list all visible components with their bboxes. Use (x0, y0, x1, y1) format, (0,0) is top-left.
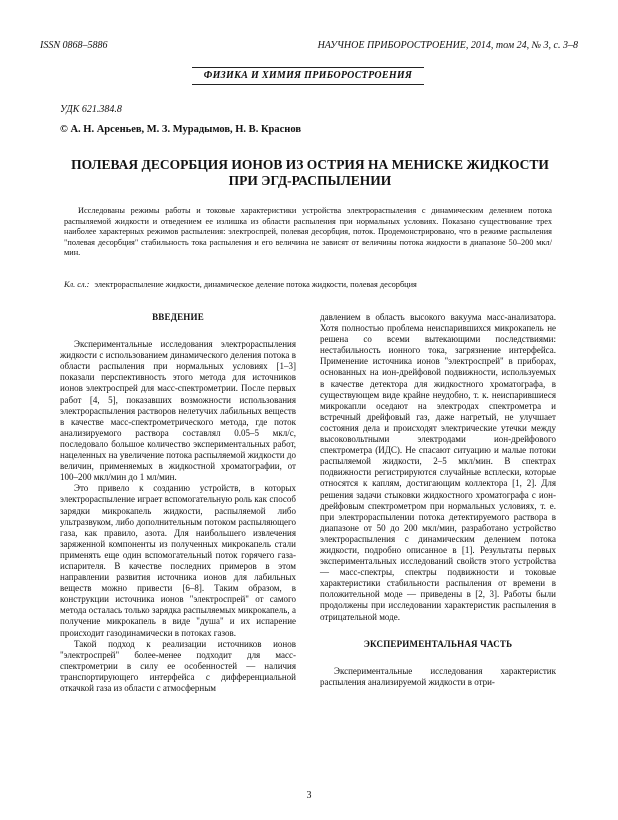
section-title: ФИЗИКА И ХИМИЯ ПРИБОРОСТРОЕНИЯ (203, 70, 413, 81)
udk-code: УДК 621.384.8 (60, 104, 122, 115)
introduction-heading: ВВЕДЕНИЕ (152, 312, 204, 322)
intro-continuation: давлением в область высокого вакуума масс-анализатора. Хотя полностью проблема неиспарившихся микрокапель не решена со всеми вытекающими последствиями: нестабильность ионного тока, загрязнение интерфейса. Применение источника ионов "электроспрей" в приборах, основанных на ион-дрейфовой подвижности, используемых в качестве детектора для жидкостного хроматографа, в существующем виде крайне неудобно, т. к. неиспарившиеся микрокапли оседают на электродах спектрометра и встречный дрейфовый газ, даже нагретый, не улучшает состояния дела и происходят электрические утечки между высоковольтными электродами ион-дрейфового спектрометра (ИДС). Не спасают ситуацию и малые потоки распыляемой жидкости, 2–5 мкл/мин. В спектрах подвижности регистрируются случайные всплески, которые относятся к каплям, достигающим коллектора [1, 2]. Для решения задачи стыковки жидкостного хроматографа с ион-дрейфовым спектрометром при нормальных условиях, т. е. при электрораспылении потока детектируемого раствора в диапазоне от 50 до 200 мкл/мин, разработано устройство электрораспыления с динамическим делением потока жидкости, подробно описанное в [1]. Результаты первых экспериментальных исследований свойств этого устройства — масс-спектры, спектры подвижности и токовые характеристики стабильности распыления от времени в положительной моде — приведены в [2, 3]. Работы были продолжены при исследовании характеристик распыления в отрицательной моде. (320, 312, 556, 622)
intro-paragraph-2: Это привело к созданию устройств, в которых электрораспыление играет вспомогательную роль как способ зарядки микрокапель жидкости, распыляемой либо ультразвуком, либо дополнительным потоком распыляющего газа, как правило, азота. Для наибольшего извлечения заряженной компоненты из полученных микрокапель стали применять еще один вспомогательный поток горячего газа-испарителя. В качестве последних примеров в этом направлении развития источника ионов для лабильных веществ можно привести [6–8]. Таким образом, в конструкции источника ионов "электроспрей" от самого метода осталась только зарядка распыляемых микрокапель, а получение микрокапель в виде "душа" и их испарение происходит газодинамически в потоках газов. (60, 483, 296, 638)
left-column (60, 312, 296, 694)
authors: © А. Н. Арсеньев, М. З. Мурадымов, Н. В. Краснов (60, 124, 302, 135)
intro-paragraph-1: Экспериментальные исследования электрораспыления жидкости с использованием динамического деления потока в области распыления при нормальных условиях [1–3] показали перспективность этого метода для источников ионов электроспрей для масс-спектрометрии. После первых работ [4, 5], показавших возможности использования электрораспыления растворов нелетучих лабильных веществ в качестве масс-спектрометрического метода, где поток анализируемого раствора составлял 0.05–5 мкл/с, последовало большое количество экспериментальных работ, нацеленных на увеличение потока распыляемой жидкости до величин, применяемых в жидкостной хроматографии, от 100–200 мкл/мин до 1 мл/мин. (60, 339, 296, 483)
keywords (64, 280, 552, 291)
right-column (320, 312, 556, 688)
paper-title: ПОЛЕВАЯ ДЕСОРБЦИЯ ИОНОВ ИЗ ОСТРИЯ НА МЕНИСКЕ ЖИДКОСТИ ПРИ ЭГД-РАСПЫЛЕНИИ (71, 157, 549, 188)
journal-citation: НАУЧНОЕ ПРИБОРОСТРОЕНИЕ, 2014, том 24, № 3, c. 3–8 (317, 40, 578, 51)
keywords-label: Кл. сл.: (64, 280, 90, 289)
experimental-paragraph-1: Экспериментальные исследования характеристик распыления анализируемой жидкости в отри- (320, 665, 556, 687)
journal-issn: ISSN 0868–5886 (40, 40, 108, 51)
page-number: 3 (306, 790, 312, 801)
keywords-text: электрораспыление жидкости, динамическое деление потока жидкости, полевая десорбция (94, 280, 417, 289)
section-banner (192, 67, 424, 85)
experimental-heading: ЭКСПЕРИМЕНТАЛЬНАЯ ЧАСТЬ (363, 638, 513, 649)
abstract: Исследованы режимы работы и токовые характеристики устройства электрораспыления с динамическим делением потока распыляемой жидкости и отведением ее излишка из области распыления при нормальных условиях. Показано существование трех наиболее характерных режимов распыления: электроспрей, полевая десорбция, поток. Продемонстрировано, что в режиме распыления "полевая десорбция" стабильность тока распыления и его величина не зависят от величины потока жидкости в диапазоне 50–200 мкл/мин. (64, 206, 552, 258)
intro-paragraph-3: Такой подход к реализации источников ионов "электроспрей" более-менее подходит для масс-спектрометрии в силу ее особенностей — наличия транспортирующего интерфейса с дифференциальной откачкой газа из области с атмосферным (60, 638, 296, 693)
